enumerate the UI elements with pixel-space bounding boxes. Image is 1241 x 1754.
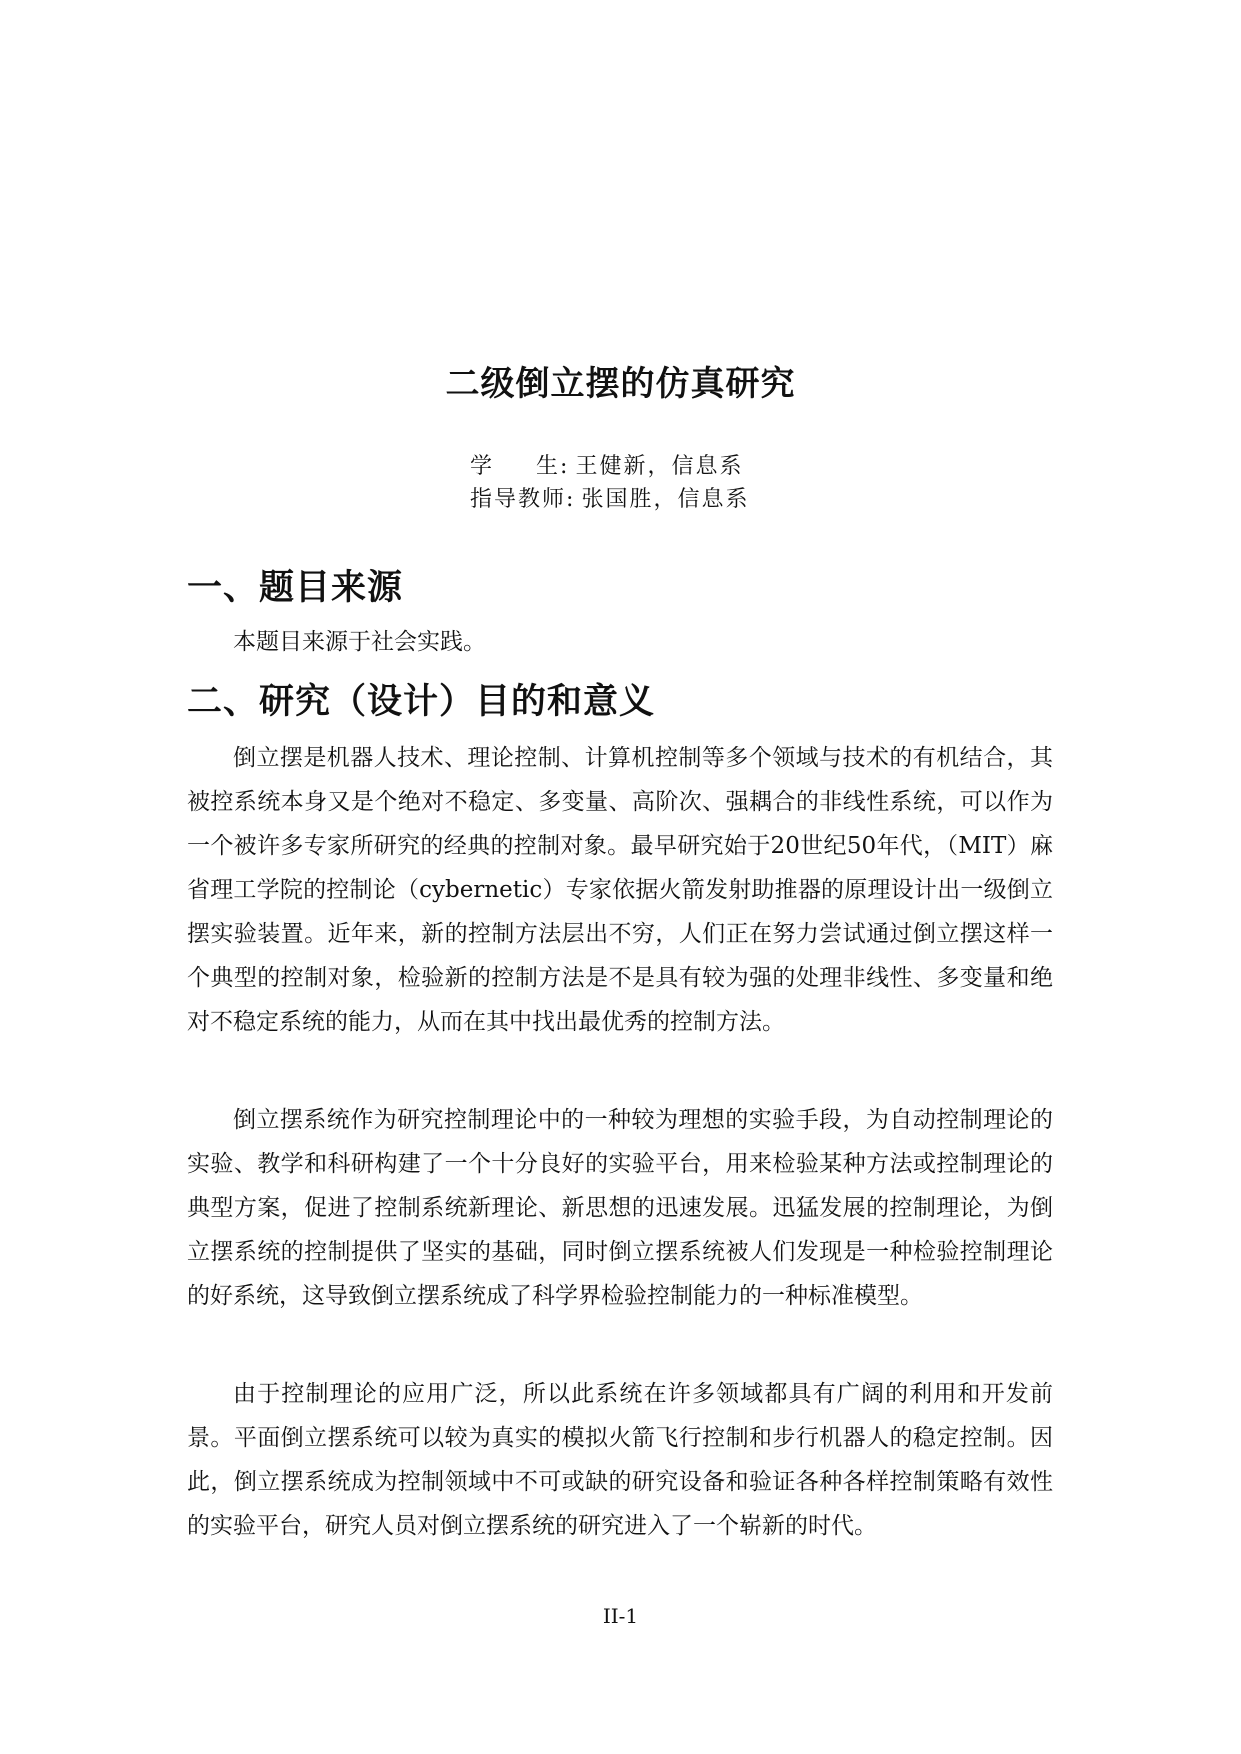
paragraph-purpose-3: 由于控制理论的应用广泛，所以此系统在许多领域都具有广阔的利用和开发前景。平面倒立摆系统可以较为真实的模拟火箭飞行控制和步行机器人的稳定控制。因此，倒立摆系统成为控制领域中不可或缺的研究设备和验证各种各样控制策略有效性的实验平台，研究人员对倒立摆系统的研究进入了一个崭新的时代。 — [187, 1381, 1053, 1539]
paper-title: 二级倒立摆的仿真研究 — [445, 364, 796, 404]
student-row — [470, 450, 749, 483]
author-block — [470, 450, 749, 516]
page-number: II-1 — [602, 1604, 639, 1628]
paragraph-purpose-2: 倒立摆系统作为研究控制理论中的一种较为理想的实验手段，为自动控制理论的实验、教学和科研构建了一个十分良好的实验平台，用来检验某种方法或控制理论的典型方案，促进了控制系统新理论、新思想的迅速发展。迅猛发展的控制理论，为倒立摆系统的控制提供了坚实的基础，同时倒立摆系统被人们发现是一种检验控制理论的好系统，这导致倒立摆系统成了科学界检验控制能力的一种标准模型。 — [187, 1107, 1053, 1309]
advisor-value: 张国胜，信息系 — [581, 487, 750, 512]
student-value: 王健新，信息系 — [575, 454, 744, 479]
student-label: 学生 — [470, 454, 561, 479]
paragraph-purpose-1: 倒立摆是机器人技术、理论控制、计算机控制等多个领域与技术的有机结合，其被控系统本身又是个绝对不稳定、多变量、高阶次、强耦合的非线性系统，可以作为一个被许多专家所研究的经典的控制对象。最早研究始于20世纪50年代，（MIT）麻省理工学院的控制论（cybernetic）专家依据火箭发射助推器的原理设计出一级倒立摆实验装置。近年来，新的控制方法层出不穷，人们正在努力尝试通过倒立摆这样一个典型的控制对象，检验新的控制方法是不是具有较为强的处理非线性、多变量和绝对不稳定系统的能力，从而在其中找出最优秀的控制方法。 — [187, 745, 1053, 1035]
student-separator: : — [560, 454, 570, 479]
section-heading-purpose: 二、研究（设计）目的和意义 — [187, 682, 656, 722]
advisor-row — [470, 483, 749, 516]
advisor-label: 指导教师 — [470, 487, 567, 512]
paragraph-source: 本题目来源于社会实践。 — [233, 629, 486, 655]
advisor-separator: : — [566, 487, 576, 512]
section-heading-source: 一、题目来源 — [187, 568, 404, 608]
